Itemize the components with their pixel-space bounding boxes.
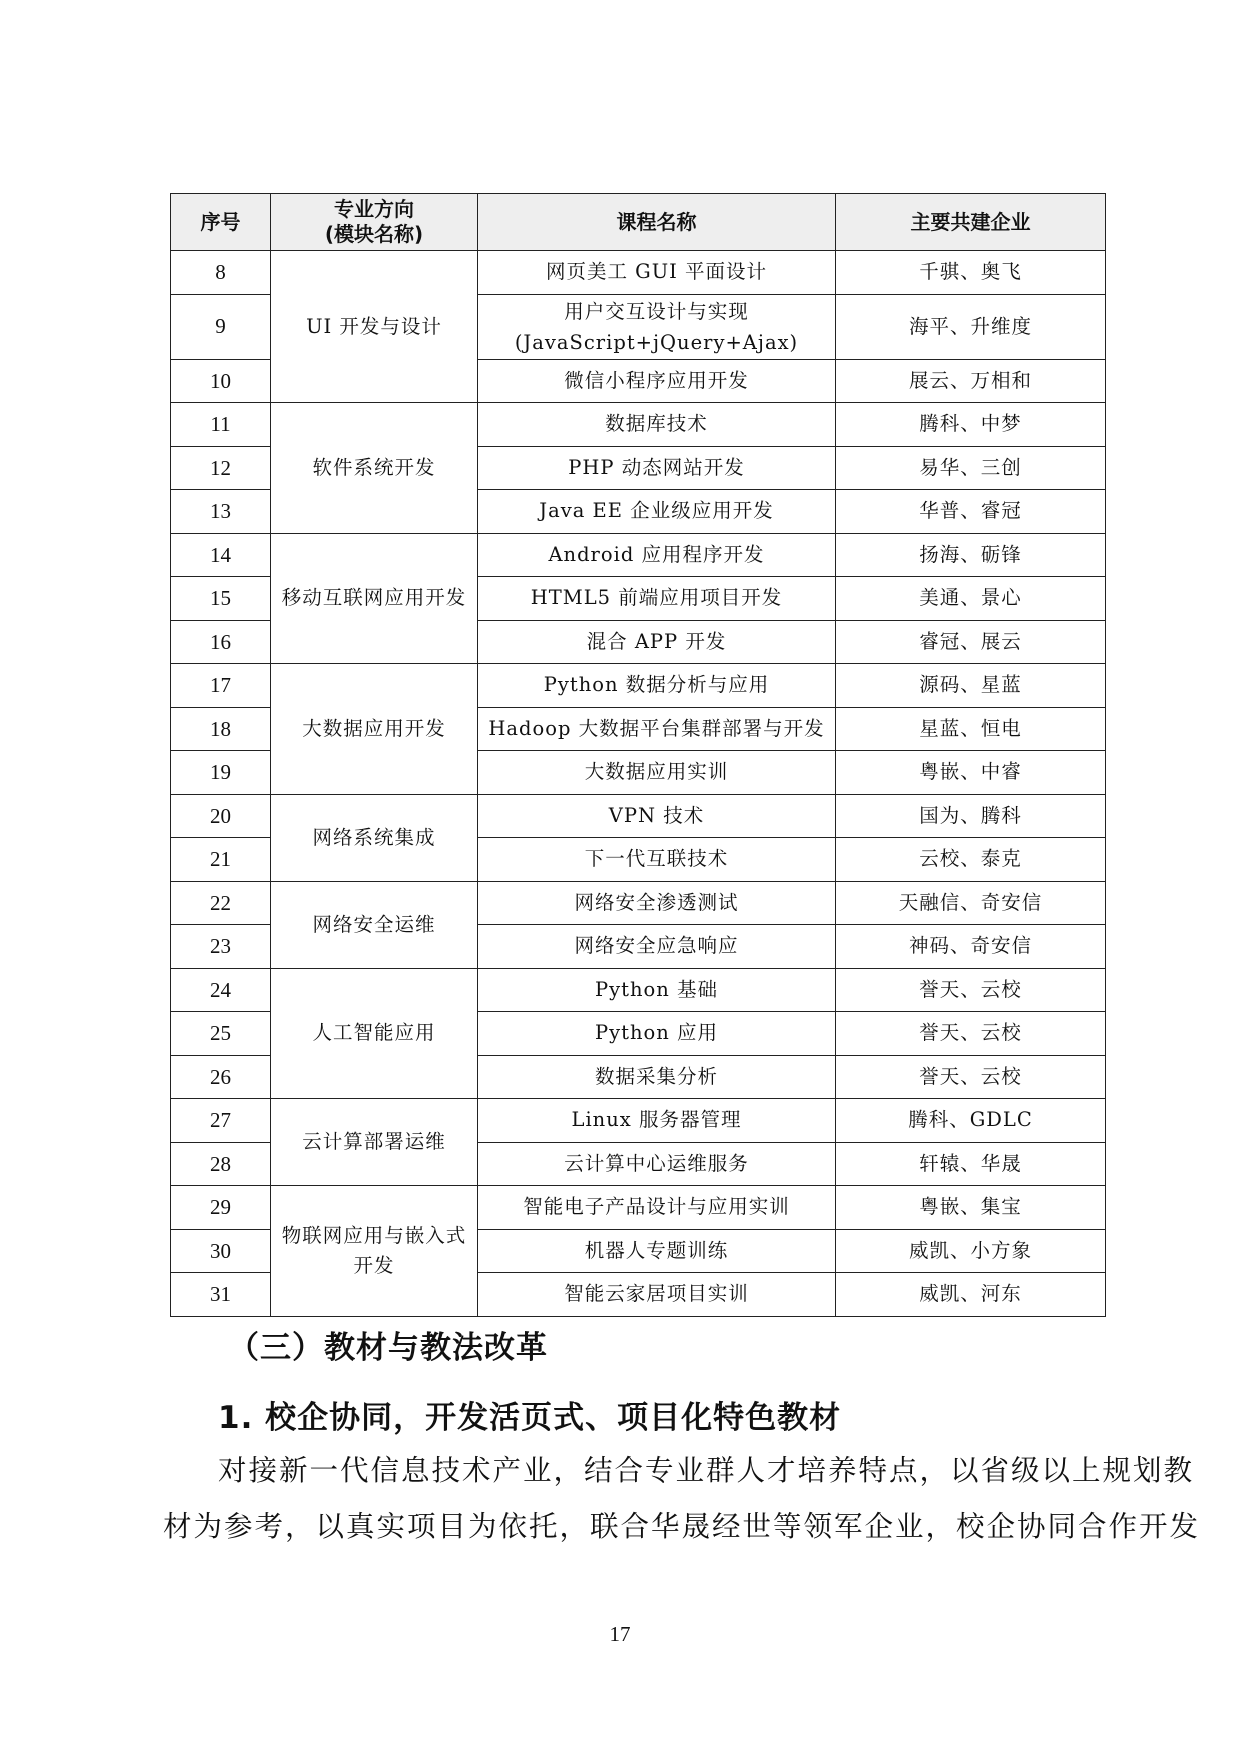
header-company: 主要共建企业 <box>836 194 1106 251</box>
cell-company: 威凯、河东 <box>836 1273 1106 1317</box>
cell-company: 云校、泰克 <box>836 838 1106 882</box>
cell-course: PHP 动态网站开发 <box>478 446 836 490</box>
cell-course: 数据采集分析 <box>478 1055 836 1099</box>
table-row <box>171 881 1106 925</box>
cell-course: VPN 技术 <box>478 794 836 838</box>
cell-company: 腾科、中梦 <box>836 403 1106 447</box>
cell-seq: 15 <box>171 577 271 621</box>
cell-course <box>478 294 836 359</box>
cell-course: Java EE 企业级应用开发 <box>478 490 836 534</box>
sub-heading: 1. 校企协同，开发活页式、项目化特色教材 <box>218 1400 842 1436</box>
cell-company: 源码、星蓝 <box>836 664 1106 708</box>
cell-company: 天融信、奇安信 <box>836 881 1106 925</box>
cell-seq: 9 <box>171 294 271 359</box>
header-course: 课程名称 <box>478 194 836 251</box>
cell-seq: 13 <box>171 490 271 534</box>
table-header-row <box>171 194 1106 251</box>
cell-company: 粤嵌、集宝 <box>836 1186 1106 1230</box>
paragraph-line-1: 对接新一代信息技术产业，结合专业群人才培养特点，以省级以上规划教 <box>218 1454 1195 1487</box>
cell-direction: 移动互联网应用开发 <box>271 533 478 664</box>
cell-course: 混合 APP 开发 <box>478 620 836 664</box>
cell-seq: 17 <box>171 664 271 708</box>
cell-company: 扬海、砺锋 <box>836 533 1106 577</box>
header-direction-line1: 专业方向 <box>334 197 414 221</box>
cell-course-line1: 用户交互设计与实现 <box>564 299 749 323</box>
page-number: 17 <box>609 1622 631 1646</box>
cell-company: 星蓝、恒电 <box>836 707 1106 751</box>
cell-company: 誉天、云校 <box>836 968 1106 1012</box>
table-row <box>171 251 1106 295</box>
cell-company: 神码、奇安信 <box>836 925 1106 969</box>
cell-seq: 23 <box>171 925 271 969</box>
cell-seq: 19 <box>171 751 271 795</box>
table-row <box>171 533 1106 577</box>
cell-course: 数据库技术 <box>478 403 836 447</box>
cell-seq: 22 <box>171 881 271 925</box>
cell-company: 睿冠、展云 <box>836 620 1106 664</box>
table-row <box>171 403 1106 447</box>
table-row <box>171 1099 1106 1143</box>
cell-seq: 12 <box>171 446 271 490</box>
cell-company: 千骐、奥飞 <box>836 251 1106 295</box>
cell-seq: 11 <box>171 403 271 447</box>
cell-course: 智能电子产品设计与应用实训 <box>478 1186 836 1230</box>
cell-course: 下一代互联技术 <box>478 838 836 882</box>
section-heading: （三）教材与教法改革 <box>228 1330 548 1366</box>
cell-seq: 31 <box>171 1273 271 1317</box>
cell-direction: UI 开发与设计 <box>271 251 478 403</box>
header-direction-line2: (模块名称) <box>324 222 424 246</box>
cell-course: HTML5 前端应用项目开发 <box>478 577 836 621</box>
header-direction <box>271 194 478 251</box>
table-row <box>171 1186 1106 1230</box>
cell-seq: 8 <box>171 251 271 295</box>
cell-company: 国为、腾科 <box>836 794 1106 838</box>
cell-seq: 16 <box>171 620 271 664</box>
table-body <box>171 251 1106 1317</box>
cell-company: 展云、万相和 <box>836 359 1106 403</box>
cell-seq: 26 <box>171 1055 271 1099</box>
cell-seq: 30 <box>171 1229 271 1273</box>
table-row <box>171 664 1106 708</box>
cell-seq: 24 <box>171 968 271 1012</box>
cell-course: Android 应用程序开发 <box>478 533 836 577</box>
course-table <box>170 193 1106 1317</box>
cell-company: 海平、升维度 <box>836 294 1106 359</box>
cell-course: Linux 服务器管理 <box>478 1099 836 1143</box>
cell-seq: 20 <box>171 794 271 838</box>
cell-direction: 物联网应用与嵌入式开发 <box>271 1186 478 1317</box>
header-seq: 序号 <box>171 194 271 251</box>
cell-company: 易华、三创 <box>836 446 1106 490</box>
cell-company: 威凯、小方象 <box>836 1229 1106 1273</box>
table-row <box>171 968 1106 1012</box>
paragraph-line-2: 材为参考，以真实项目为依托，联合华晟经世等领军企业，校企协同合作开发 <box>163 1510 1201 1543</box>
cell-direction: 大数据应用开发 <box>271 664 478 795</box>
cell-company: 誉天、云校 <box>836 1012 1106 1056</box>
cell-course: Python 数据分析与应用 <box>478 664 836 708</box>
cell-seq: 28 <box>171 1142 271 1186</box>
cell-seq: 27 <box>171 1099 271 1143</box>
cell-course: Python 应用 <box>478 1012 836 1056</box>
cell-course: 网络安全渗透测试 <box>478 881 836 925</box>
cell-company: 轩辕、华晟 <box>836 1142 1106 1186</box>
cell-direction: 网络系统集成 <box>271 794 478 881</box>
cell-seq: 25 <box>171 1012 271 1056</box>
cell-course: 智能云家居项目实训 <box>478 1273 836 1317</box>
cell-direction: 网络安全运维 <box>271 881 478 968</box>
cell-company: 粤嵌、中睿 <box>836 751 1106 795</box>
cell-course: 大数据应用实训 <box>478 751 836 795</box>
cell-company: 华普、睿冠 <box>836 490 1106 534</box>
cell-course: 微信小程序应用开发 <box>478 359 836 403</box>
cell-seq: 21 <box>171 838 271 882</box>
cell-seq: 10 <box>171 359 271 403</box>
cell-direction: 人工智能应用 <box>271 968 478 1099</box>
cell-course: 网页美工 GUI 平面设计 <box>478 251 836 295</box>
cell-course: 机器人专题训练 <box>478 1229 836 1273</box>
table-row <box>171 794 1106 838</box>
cell-course-line2: (JavaScript+jQuery+Ajax) <box>514 330 799 354</box>
cell-course: Python 基础 <box>478 968 836 1012</box>
cell-seq: 14 <box>171 533 271 577</box>
cell-seq: 29 <box>171 1186 271 1230</box>
cell-company: 美通、景心 <box>836 577 1106 621</box>
cell-company: 誉天、云校 <box>836 1055 1106 1099</box>
cell-course: Hadoop 大数据平台集群部署与开发 <box>478 707 836 751</box>
cell-course: 网络安全应急响应 <box>478 925 836 969</box>
cell-course: 云计算中心运维服务 <box>478 1142 836 1186</box>
cell-company: 腾科、GDLC <box>836 1099 1106 1143</box>
cell-direction: 软件系统开发 <box>271 403 478 534</box>
cell-seq: 18 <box>171 707 271 751</box>
cell-direction: 云计算部署运维 <box>271 1099 478 1186</box>
